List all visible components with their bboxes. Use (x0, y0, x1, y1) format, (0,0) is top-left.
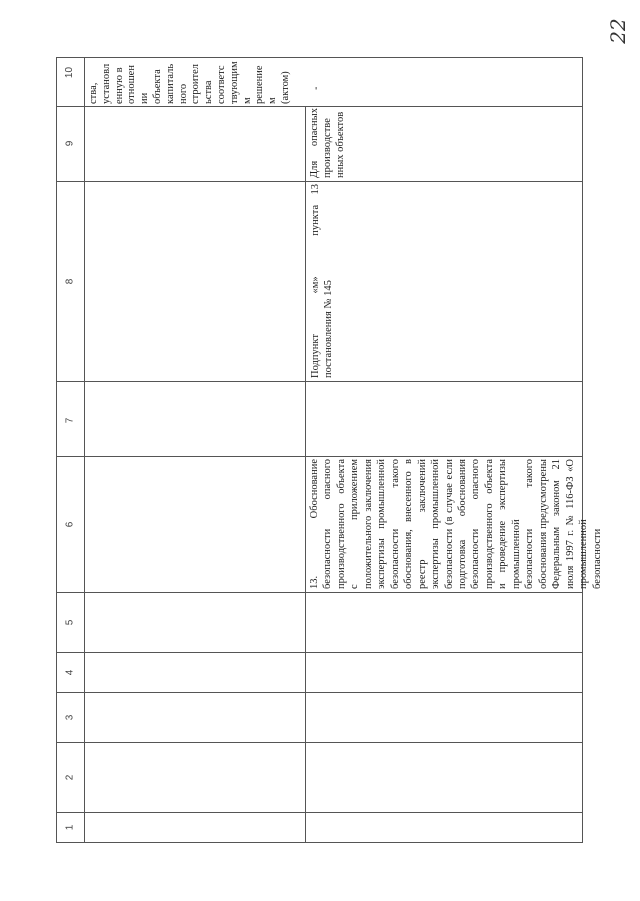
document-page: 22 10 9 8 7 6 5 4 3 2 1 ства, установл енную в отношен ии объекта капиталь ного строител ьства соответс твующим м решение м (актом) - Для опасных производстве нных объектов Подпункт «м» пункта 13 постановления № 145 13. Обоснование безопасности опасного производственного объекта с приложением положительного заключения экспертизы промышленной безопасности такого обоснования, внесенного в реестр заключений экспертизы промышленной безопасности (в случае если подготовка обоснования безопасности опасного производственного объекта и проведение экспертизы промышленной безопасности такого обоснования предусмотрены Федеральным законом 21 июля 1997 г. № 116-ФЗ «О промышленной безопасности (0, 0, 640, 901)
divider-10-9 (56, 106, 583, 107)
divider-8-7 (56, 381, 583, 382)
col8-subpoint-label: Подпункт «м» пункта (310, 204, 321, 378)
col6-cell-text: 13. Обоснование безопасности опасного производственного объекта с приложением положительного заключения экспертизы промышленной безопасности такого обоснования, внесенного в реестр заключений экспертизы промышленной безопасности (в случае если подготовка обоснования безопасности опасного производственного объекта и проведение экспертизы промышленной безопасности такого обоснования предусмотрены Федеральным законом 21 июля 1997 г. № 116-ФЗ «О промышленной безопасности (309, 459, 603, 589)
col9-cell-text: Для опасных производстве нных объектов (309, 108, 346, 178)
table-left-border (56, 57, 57, 843)
col10-dash: - (310, 86, 322, 90)
divider-6-5 (56, 592, 583, 593)
handwritten-page-number: 22 (606, 18, 630, 44)
col8-cell-text (310, 184, 336, 378)
divider-2-1 (56, 812, 583, 813)
divider-4-3 (56, 692, 583, 693)
divider-3-2 (56, 742, 583, 743)
table-bottom-border (56, 842, 583, 843)
divider-9-8 (56, 181, 583, 182)
row-divider (305, 106, 306, 843)
col8-item-number: 13 (310, 184, 321, 195)
divider-7-6 (56, 456, 583, 457)
col8-decree-label: постановления № 145 (322, 280, 334, 378)
col10-continuation-text: ства, установл енную в отношен ии объекта капиталь ного строител ьства соответс твующим м решение м (актом) (88, 61, 291, 104)
divider-5-4 (56, 652, 583, 653)
table-right-border (582, 57, 583, 843)
header-band-rule (84, 57, 85, 843)
